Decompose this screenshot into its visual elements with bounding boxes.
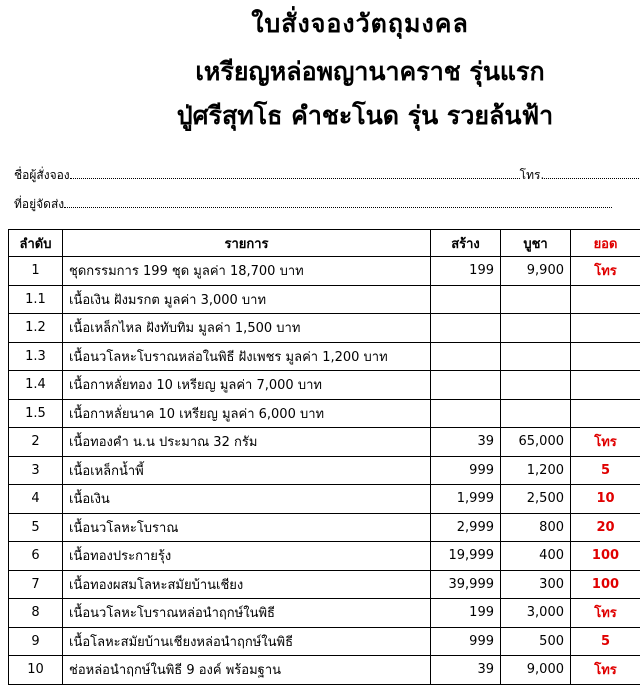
table-row — [9, 456, 640, 485]
row-qty: 20 — [571, 513, 640, 542]
row-made: 2,999 — [431, 513, 501, 542]
row-price — [501, 399, 571, 428]
row-qty: 10 — [571, 485, 640, 514]
table-row — [9, 399, 640, 428]
row-made: 199 — [431, 599, 501, 628]
row-number: 1.2 — [9, 314, 63, 343]
table-row — [9, 428, 640, 457]
coin-title: เหรียญหล่อพญานาคราช รุ่นแรก — [195, 57, 545, 86]
table-row — [9, 542, 640, 571]
row-made: 39 — [431, 428, 501, 457]
row-item: เนื้อนวโลหะโบราณ — [63, 513, 431, 542]
row-number: 8 — [9, 599, 63, 628]
row-made — [431, 285, 501, 314]
row-qty: โทร — [571, 428, 640, 457]
row-item: ชุดกรรมการ 199 ชุด มูลค่า 18,700 บาท — [63, 257, 431, 286]
row-price: 500 — [501, 627, 571, 656]
table-row — [9, 314, 640, 343]
row-made: 999 — [431, 627, 501, 656]
row-item: เนื้อทองคำ น.น ประมาณ 32 กรัม — [63, 428, 431, 457]
row-number: 4 — [9, 485, 63, 514]
row-number: 1.1 — [9, 285, 63, 314]
row-made: 999 — [431, 456, 501, 485]
table-row — [9, 599, 640, 628]
row-price — [501, 314, 571, 343]
order-table — [8, 229, 640, 685]
row-qty: 100 — [571, 570, 640, 599]
row-made — [431, 314, 501, 343]
row-price: 9,000 — [501, 656, 571, 685]
row-item: เนื้อนวโลหะโบราณหล่อในพิธี ฝังเพชร มูลค่า 1,200 บาท — [63, 342, 431, 371]
row-made: 199 — [431, 257, 501, 286]
row-price — [501, 285, 571, 314]
row-item: ช่อหล่อนำฤกษ์ในพิธี 9 องค์ พร้อมฐาน — [63, 656, 431, 685]
address-label: ที่อยู่จัดส่ง — [14, 197, 65, 211]
table-row — [9, 285, 640, 314]
name-line — [14, 166, 640, 185]
row-qty: 5 — [571, 456, 640, 485]
row-made — [431, 371, 501, 400]
row-item: เนื้อนวโลหะโบราณหล่อนำฤกษ์ในพิธี — [63, 599, 431, 628]
row-item: เนื้อกาหลั่ยทอง 10 เหรียญ มูลค่า 7,000 บาท — [63, 371, 431, 400]
table-row — [9, 570, 640, 599]
row-item: เนื้อกาหลั่ยนาค 10 เหรียญ มูลค่า 6,000 บาท — [63, 399, 431, 428]
table-row — [9, 627, 640, 656]
row-made: 1,999 — [431, 485, 501, 514]
header-item: รายการ — [63, 230, 431, 257]
address-line — [14, 195, 640, 214]
row-price: 300 — [501, 570, 571, 599]
row-number: 6 — [9, 542, 63, 571]
row-number: 7 — [9, 570, 63, 599]
header-made: สร้าง — [431, 230, 501, 257]
table-row — [9, 371, 640, 400]
row-number: 1.4 — [9, 371, 63, 400]
table-row — [9, 257, 640, 286]
row-qty: โทร — [571, 257, 640, 286]
table-row — [9, 485, 640, 514]
name-label: ชื่อผู้สั่งจอง — [14, 168, 70, 182]
table-row — [9, 513, 640, 542]
row-item: เนื้อโลหะสมัยบ้านเชียงหล่อนำฤกษ์ในพิธี — [63, 627, 431, 656]
row-number: 9 — [9, 627, 63, 656]
row-price: 400 — [501, 542, 571, 571]
row-item: เนื้อเงิน ฝังมรกต มูลค่า 3,000 บาท — [63, 285, 431, 314]
row-qty — [571, 285, 640, 314]
phone-field[interactable] — [544, 168, 639, 179]
row-item: เนื้อทองผสมโลหะสมัยบ้านเชียง — [63, 570, 431, 599]
edition-title: ปู่ศรีสุทโธ คำชะโนด รุ่น รวยล้นฟ้า — [176, 101, 554, 130]
phone-label: โทร. — [519, 168, 545, 182]
row-number: 10 — [9, 656, 63, 685]
table-row — [9, 342, 640, 371]
row-price: 9,900 — [501, 257, 571, 286]
row-qty: โทร — [571, 599, 640, 628]
row-number: 1.3 — [9, 342, 63, 371]
table-row — [9, 656, 640, 685]
form-title: ใบสั่งจองวัตถุมงคล — [251, 9, 469, 38]
row-item: เนื้อทองประกายรุ้ง — [63, 542, 431, 571]
row-made — [431, 342, 501, 371]
row-qty: 5 — [571, 627, 640, 656]
header-qty: ยอด — [571, 230, 640, 257]
name-field[interactable] — [70, 168, 520, 179]
row-number: 5 — [9, 513, 63, 542]
row-price: 1,200 — [501, 456, 571, 485]
row-price: 65,000 — [501, 428, 571, 457]
row-qty — [571, 314, 640, 343]
row-price — [501, 342, 571, 371]
row-made — [431, 399, 501, 428]
row-qty — [571, 399, 640, 428]
row-qty: โทร — [571, 656, 640, 685]
row-item: เนื้อเหล็กไหล ฝังทับทิม มูลค่า 1,500 บาท — [63, 314, 431, 343]
row-number: 2 — [9, 428, 63, 457]
row-number: 3 — [9, 456, 63, 485]
row-qty — [571, 371, 640, 400]
row-number: 1.5 — [9, 399, 63, 428]
row-made: 39,999 — [431, 570, 501, 599]
row-item: เนื้อเหล็กน้ำพี้ — [63, 456, 431, 485]
header-no: ลำดับ — [9, 230, 63, 257]
row-qty: 100 — [571, 542, 640, 571]
row-number: 1 — [9, 257, 63, 286]
row-price — [501, 371, 571, 400]
row-price: 800 — [501, 513, 571, 542]
table-header-row — [9, 230, 640, 257]
row-qty — [571, 342, 640, 371]
row-price: 2,500 — [501, 485, 571, 514]
row-made: 39 — [431, 656, 501, 685]
row-item: เนื้อเงิน — [63, 485, 431, 514]
row-price: 3,000 — [501, 599, 571, 628]
header-price: บูชา — [501, 230, 571, 257]
address-field[interactable] — [64, 197, 612, 208]
row-made: 19,999 — [431, 542, 501, 571]
